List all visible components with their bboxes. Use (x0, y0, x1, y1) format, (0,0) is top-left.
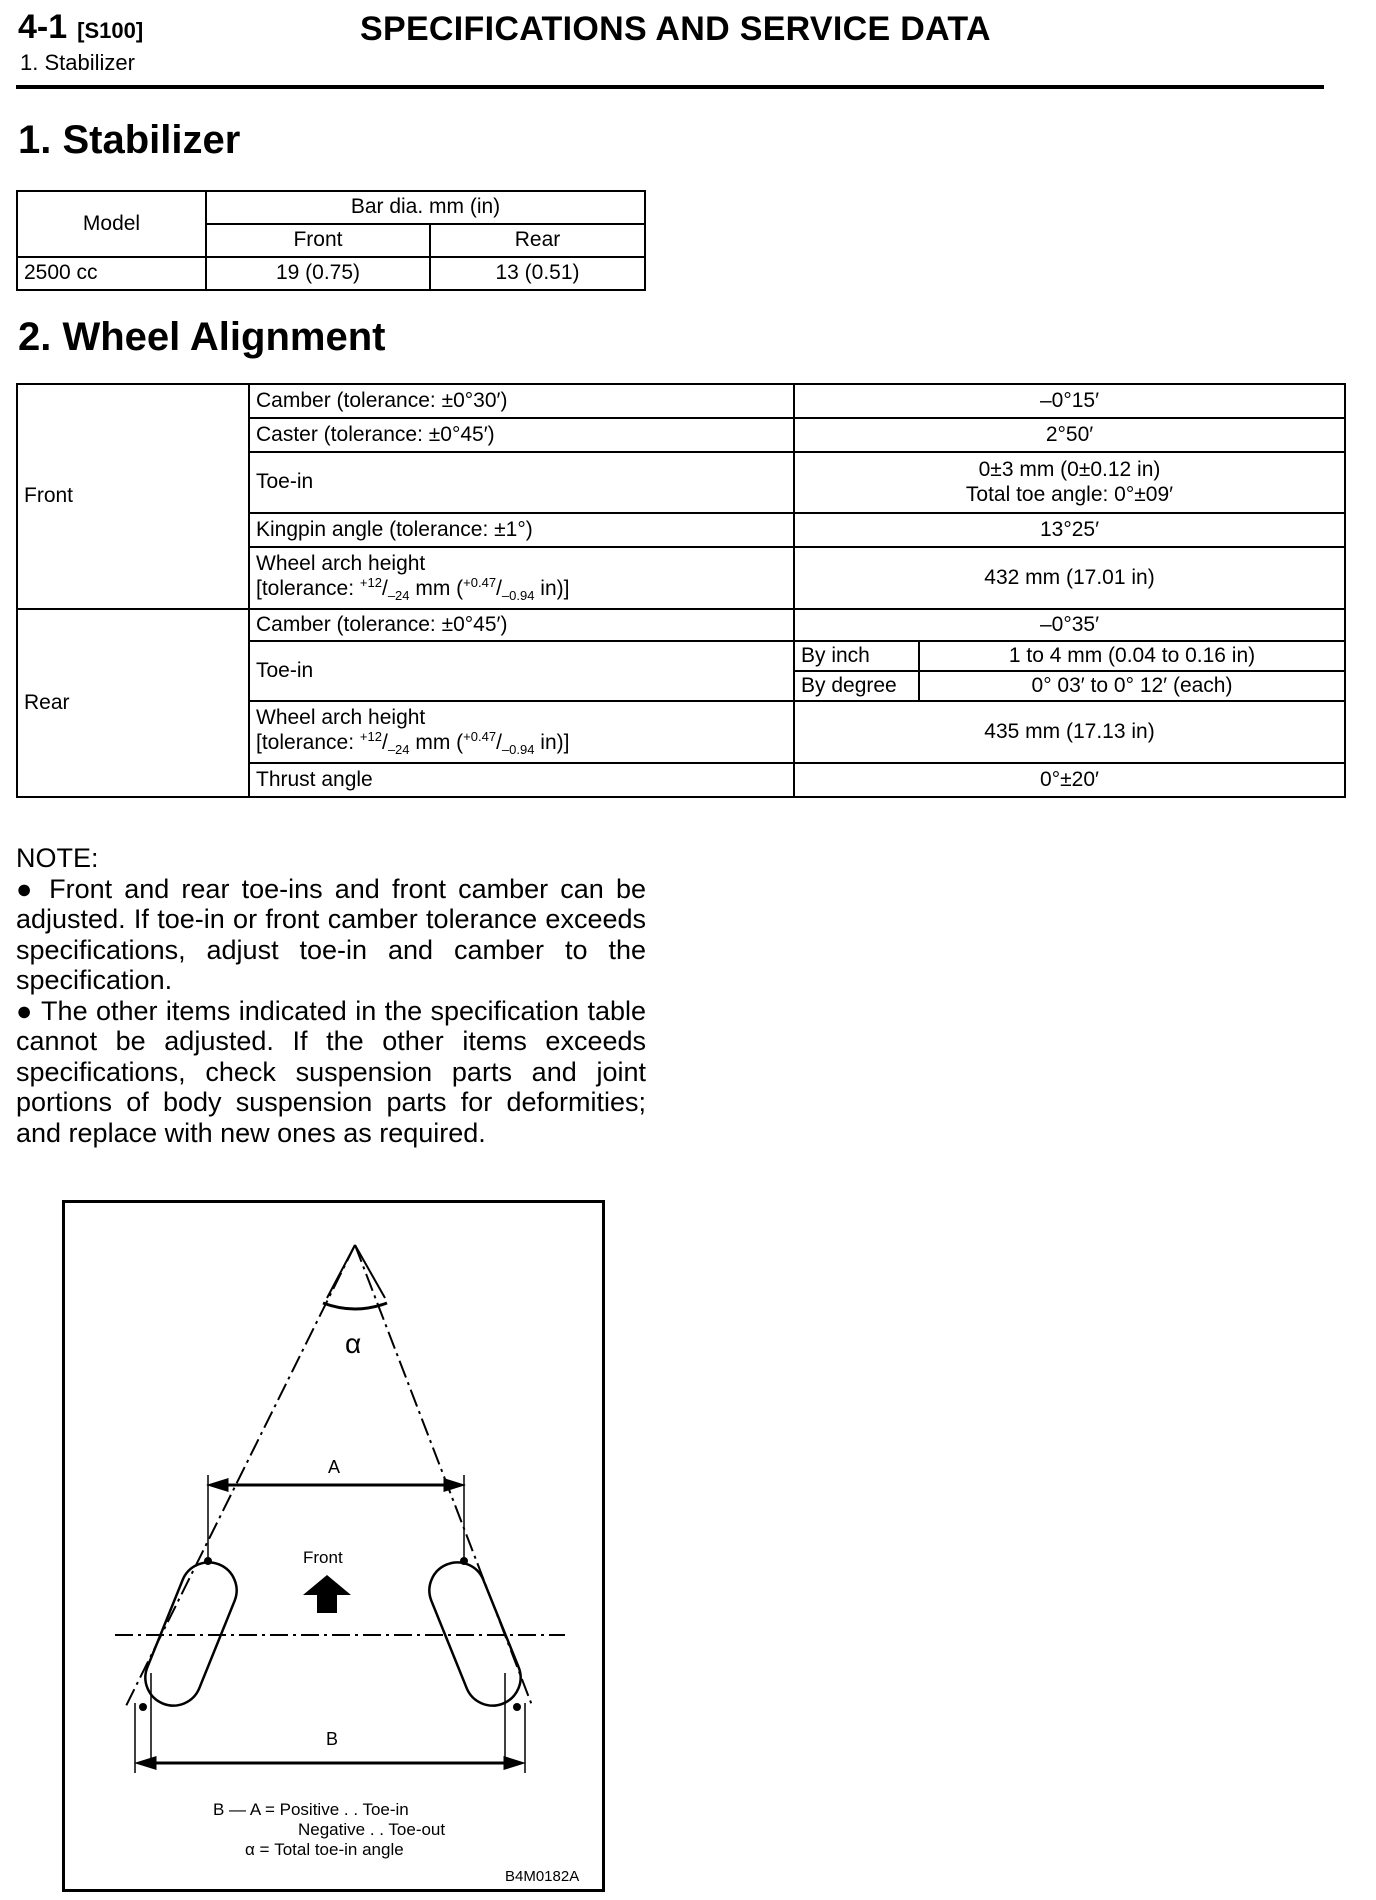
page-title: SPECIFICATIONS AND SERVICE DATA (360, 10, 991, 48)
front-arch-label (249, 547, 794, 609)
stabilizer-heading: 1. Stabilizer (18, 118, 241, 162)
rear-camber-label: Camber (tolerance: ±0°45′) (249, 609, 794, 641)
toe-in-diagram-svg (65, 1203, 602, 1889)
front-arch-tolerance: [tolerance: $^{+12}/_{-24}$ mm ($^{+0.47}/_{-0.94}$ in)] (256, 575, 570, 604)
legend-line-3: α = Total toe-in angle (245, 1840, 404, 1859)
rear-thrust-label: Thrust angle (249, 763, 794, 797)
note-item-2: ● The other items indicated in the specification table cannot be adjusted. If the other items exceeds specifications, check suspension parts and joint portions of body suspension parts for deformities; and replace with new ones as required. (16, 995, 646, 1148)
toe-in-diagram (62, 1200, 605, 1892)
front-caster-value: 2°50′ (794, 418, 1345, 452)
front-caster-label: Caster (tolerance: ±0°45′) (249, 418, 794, 452)
front-toein-value-angle: Total toe angle: 0°±09′ (965, 482, 1174, 506)
front-arch-value: 432 mm (17.01 in) (794, 547, 1345, 609)
apex-right-solid (355, 1245, 385, 1298)
rear-group-label: Rear (17, 609, 249, 797)
front-kingpin-label: Kingpin angle (tolerance: ±1°) (249, 513, 794, 547)
note-heading: NOTE: (16, 843, 99, 873)
subsection-label: 1. Stabilizer (20, 50, 135, 75)
rear-arch-tolerance: [tolerance: $^{+12}/_{-24}$ mm ($^{+0.47}/_{-0.94}$ in)] (256, 729, 570, 758)
col-rear: Rear (430, 224, 645, 257)
wheel-alignment-table (16, 383, 1346, 798)
rear-camber-value: –0°35′ (794, 609, 1345, 641)
col-bar-dia: Bar dia. mm (in) (206, 191, 645, 224)
dim-b-arrow-left (139, 1758, 155, 1768)
rear-by-degree-label: By degree (794, 671, 919, 701)
legend-line-2: Negative . . Toe-out (298, 1820, 446, 1839)
wheel-alignment-heading: 2. Wheel Alignment (18, 315, 386, 359)
front-camber-label: Camber (tolerance: ±0°30′) (249, 384, 794, 418)
label-b: B (326, 1729, 339, 1749)
rear-arch-label-line1: Wheel arch height (256, 705, 426, 729)
col-front: Front (206, 224, 430, 257)
cell-rear: 13 (0.51) (430, 257, 645, 290)
dim-a-arrow-left (211, 1480, 227, 1490)
dim-b-arrow-right (505, 1758, 521, 1768)
left-rear-point (139, 1703, 147, 1711)
section-tag: [S100] (77, 18, 144, 43)
front-arrow-icon (303, 1575, 351, 1613)
front-toein-value-mm: 0±3 mm (0±0.12 in) (978, 458, 1161, 482)
alpha-symbol: α (345, 1328, 362, 1359)
cell-front: 19 (0.75) (206, 257, 430, 290)
cell-model: 2500 cc (17, 257, 206, 290)
note-block (16, 843, 646, 1148)
front-group-label: Front (17, 384, 249, 609)
right-front-point (460, 1557, 468, 1565)
section-code: 4-1 [S100] (18, 8, 144, 46)
front-kingpin-value: 13°25′ (794, 513, 1345, 547)
front-camber-value: –0°15′ (794, 384, 1345, 418)
rear-by-inch-label: By inch (794, 641, 919, 671)
col-model: Model (17, 191, 206, 257)
dim-a-arrow-right (445, 1480, 461, 1490)
left-front-point (204, 1557, 212, 1565)
front-toein-value (794, 452, 1345, 513)
rear-toein-label: Toe-in (249, 641, 794, 701)
front-arch-label-line1: Wheel arch height (256, 551, 426, 575)
legend-line-1: B — A = Positive . . Toe-in (213, 1800, 409, 1819)
header-divider (16, 85, 1324, 89)
rear-thrust-value: 0°±20′ (794, 763, 1345, 797)
rear-arch-label (249, 701, 794, 763)
rear-by-degree-value: 0° 03′ to 0° 12′ (each) (919, 671, 1345, 701)
note-item-1: ● Front and rear toe-ins and front camber can be adjusted. If toe-in or front camber tolerance exceeds specifications, adjust toe-in and camber to the specification. (16, 873, 646, 995)
rear-arch-value: 435 mm (17.13 in) (794, 701, 1345, 763)
label-a: A (328, 1457, 341, 1477)
apex-left-solid (327, 1245, 355, 1298)
front-toein-label: Toe-in (249, 452, 794, 513)
rear-by-inch-value: 1 to 4 mm (0.04 to 0.16 in) (919, 641, 1345, 671)
right-rear-point (513, 1703, 521, 1711)
stabilizer-table (16, 190, 646, 291)
front-label: Front (303, 1548, 343, 1567)
figure-code: B4M0182A (505, 1868, 580, 1885)
